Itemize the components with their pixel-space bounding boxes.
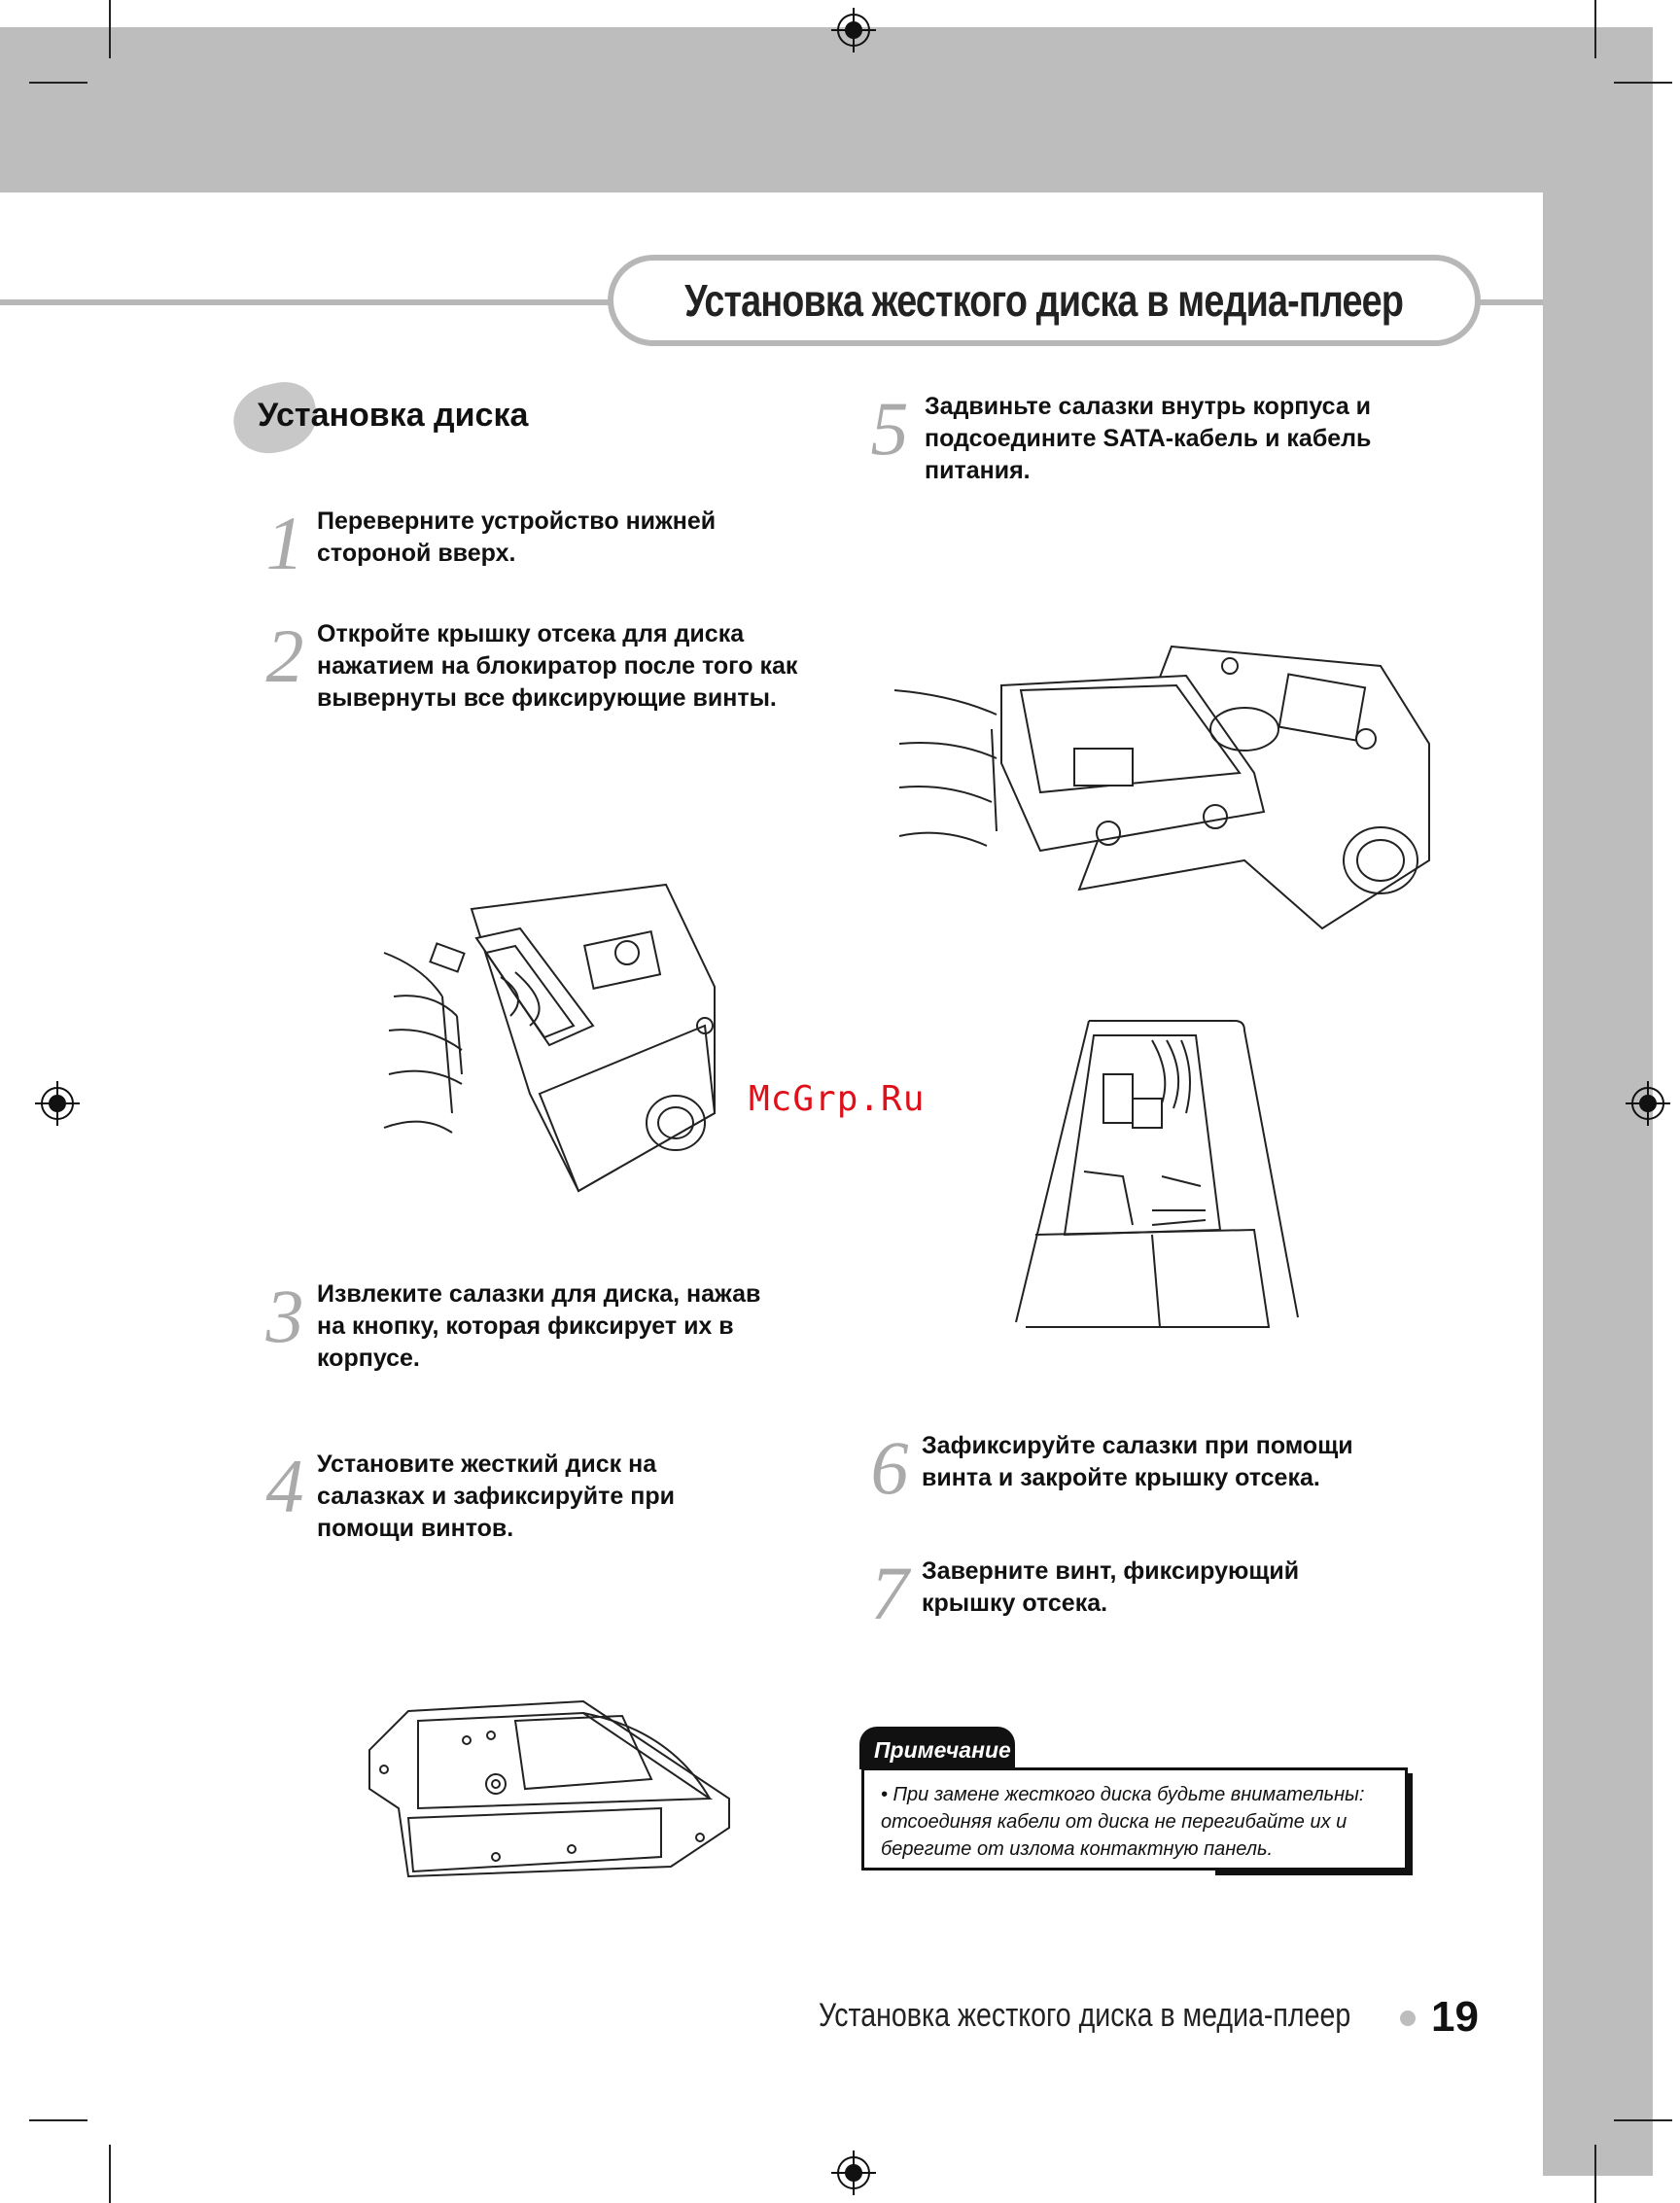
illustration-cable-connection (1006, 1016, 1317, 1327)
note-shadow (1215, 1871, 1413, 1875)
crop-mark (109, 0, 111, 58)
step-text: Установите жесткий диск на салазках и зафиксируйте при помощи винтов. (317, 1451, 675, 1542)
step-text: Зафиксируйте салазки при помощи винта и закройте крышку отсека. (922, 1432, 1353, 1491)
step-number: 6 (870, 1425, 909, 1510)
crop-mark (1594, 2145, 1596, 2203)
illustration-hdd-caddy (360, 1692, 749, 1886)
step-text: Извлеките салазки для диска, нажав на кнопку, которая фиксирует их в корпусе. (317, 1280, 761, 1372)
registration-mark-icon (831, 8, 876, 52)
step-number: 7 (870, 1551, 909, 1635)
registration-mark-icon (1626, 1081, 1670, 1126)
step-number: 3 (265, 1274, 304, 1358)
footer-bullet-icon (1400, 2011, 1416, 2026)
note-label: Примечание (874, 1737, 1011, 1763)
crop-mark (29, 82, 88, 84)
header-band (0, 27, 1653, 192)
step-number: 2 (265, 613, 304, 698)
watermark: McGrp.Ru (749, 1079, 926, 1119)
illustration-insert-caddy (894, 637, 1439, 928)
step-text: Задвиньте салазки внутрь корпуса и подсоедините SATA-кабель и кабель питания. (925, 393, 1372, 484)
crop-mark (1614, 2119, 1672, 2121)
footer-title: Установка жесткого диска в медиа-плеер (819, 1997, 1351, 2034)
page-title-banner (608, 255, 1481, 346)
step-text: Переверните устройство нижней стороной вверх. (317, 507, 717, 567)
crop-mark (29, 2119, 88, 2121)
illustration-open-bay (384, 880, 734, 1201)
step-text: Заверните винт, фиксирующий крышку отсека. (922, 1557, 1300, 1617)
crop-mark (109, 2145, 111, 2203)
crop-mark (1614, 82, 1672, 84)
registration-mark-icon (831, 2151, 876, 2195)
page-number: 19 (1431, 1993, 1479, 2041)
section-title: Установка диска (258, 397, 529, 434)
step-number: 4 (265, 1444, 304, 1528)
registration-mark-icon (35, 1081, 80, 1126)
step-number: 5 (870, 386, 909, 471)
note-shadow (1408, 1773, 1413, 1874)
note-text: • При замене жесткого диска будьте внимательны: отсоединяя кабели от диска не перегибайте их и берегите от излома контактную панель. (881, 1784, 1365, 1860)
page-title: Установка жесткого диска в медиа-плеер (684, 275, 1404, 326)
step-number: 1 (265, 501, 304, 585)
step-text: Откройте крышку отсека для диска нажатием на блокиратор после того как вывернуты все фиксирующие винты. (317, 620, 798, 712)
crop-mark (1594, 0, 1596, 58)
